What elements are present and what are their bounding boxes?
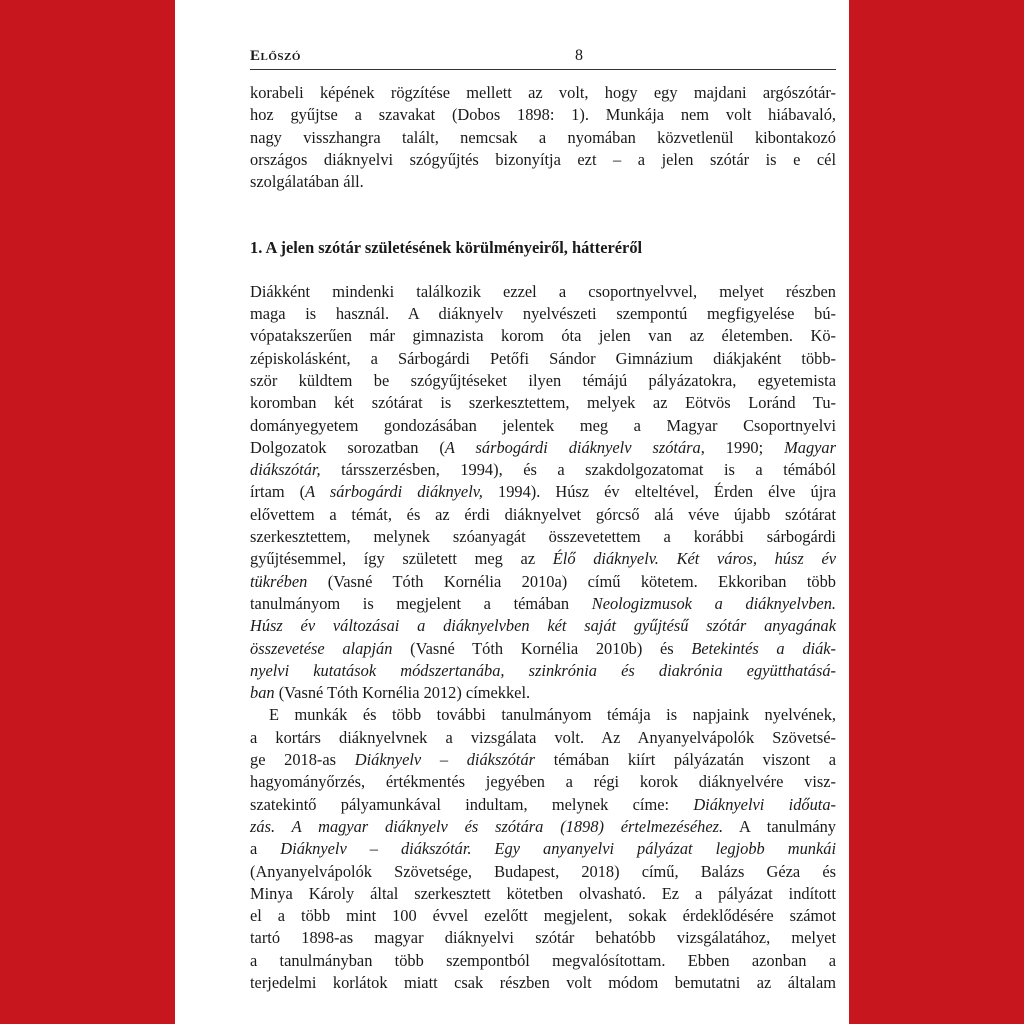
text-line: ge 2018-as Diáknyelv – diákszótár témában kiírt pályázatán viszont a xyxy=(250,750,836,770)
text-line: összevetése alapján (Vasné Tóth Kornélia 2010b) és Betekintés a diák- xyxy=(250,638,837,658)
text-line: nagy visszhangra talált, nemcsak a nyomában közvetlenül kibontakozó xyxy=(250,127,836,147)
text-line: tükrében (Vasné Tóth Kornélia 2010a) című kötetem. Ekkoriban több xyxy=(250,571,836,591)
title-italic: Betekintés a diák- xyxy=(691,638,837,658)
title-italic: Diáknyelv – diákszótár. Egy anyanyelvi pályázat legjobb munkái xyxy=(280,839,837,859)
title-italic: zás. A magyar diáknyelv és szótára (1898) értelmezéséhez. xyxy=(250,816,724,836)
text-line: a tanulmányban több szempontból megvalósítottam. Ebben azonban a xyxy=(250,950,836,970)
text-line: szerkesztettem, melynek szóanyagát összevetettem a korábbi sárbogárdi xyxy=(250,527,836,547)
book-page xyxy=(175,0,849,1024)
paragraph-1 xyxy=(250,281,836,705)
text-line: (Anyanyelvápolók Szövetsége, Budapest, 2018) című, Balázs Géza és xyxy=(250,861,836,881)
title-italic: tükrében xyxy=(250,571,308,591)
title-italic: Diáknyelv – diákszótár xyxy=(354,750,536,770)
intro-paragraph xyxy=(250,82,836,193)
text-line: hagyományőrzés, értékmentés jegyében a régi korok diáknyelvére visz- xyxy=(250,772,836,792)
text-line: országos diáknyelvi szógyűjtés bizonyítja ezt – a jelen szótár is e cél xyxy=(250,149,836,169)
text-line: a Diáknyelv – diákszótár. Egy anyanyelvi pályázat legjobb munkái xyxy=(250,839,837,859)
text-line: tartó 1898-as magyar diáknyelvi szótár behatóbb vizsgálatához, melyet xyxy=(250,928,836,948)
text-line: a kortárs diáknyelvnek a vizsgálata volt. Az Anyanyelvápolók Szövetsé- xyxy=(250,727,836,747)
title-italic: Neologizmusok a diáknyelvben. xyxy=(591,593,836,613)
section-label: Előszó xyxy=(250,48,301,64)
text-line: szatekintő pályamunkával indultam, melynek címe: Diáknyelvi időutа- xyxy=(250,794,836,814)
section-heading: 1. A jelen szótár születésének körülményeiről, hátteréről xyxy=(250,238,643,258)
text-line: zás. A magyar diáknyelv és szótára (1898) értelmezéséhez. A tanulmány xyxy=(250,816,836,836)
text-line: koromban két szótárat is szerkesztettem, melyek az Eötvös Loránd Tu- xyxy=(250,393,836,413)
text-line: szolgálatában áll. xyxy=(250,172,364,192)
title-italic: nyelvi kutatások módszertanába, szinkrónia és diakrónia együtthatásá- xyxy=(250,660,836,680)
text-line: diákszótár, társszerzésben, 1994), és a szakdolgozatomat is a témából xyxy=(250,460,836,480)
text-line xyxy=(250,615,836,637)
title-italic: Diáknyelvi időutа- xyxy=(693,794,836,814)
text-line: zépiskolásként, a Sárbogárdi Petőfi Sándor Gimnázium diákjaként több- xyxy=(250,348,836,368)
text-line: ban (Vasné Tóth Kornélia 2012) címekkel. xyxy=(250,683,531,703)
page-number: 8 xyxy=(575,47,583,64)
title-italic: Húsz év változásai a diáknyelvben két saját gyűjtésű szótár anyagának xyxy=(250,616,836,636)
title-italic: ban xyxy=(250,683,275,703)
page-body xyxy=(250,82,836,994)
paragraph-2 xyxy=(250,704,836,994)
text-line: dományegyetem gondozásában jelentek meg a Magyar Csoportnyelvi xyxy=(250,415,836,435)
text-line: Diákként mindenki találkozik ezzel a csoportnyelvvel, melyet részben xyxy=(250,281,836,301)
text-line: hoz gyűjtse a szavakat (Dobos 1898: 1). Munkája nem volt hiábavaló, xyxy=(250,105,836,125)
running-header xyxy=(250,47,836,70)
text-line xyxy=(250,660,836,682)
title-italic: Magyar xyxy=(784,437,836,457)
title-italic: A sárbogárdi diáknyelv, xyxy=(305,482,483,502)
title-italic: diákszótár, xyxy=(250,460,321,480)
text-line: gyűjtésemmel, így született meg az Élő diáknyelv. Két város, húsz év xyxy=(250,549,836,569)
text-line: ször küldtem be szógyűjtéseket ilyen témájú pályázatokra, egyetemista xyxy=(250,370,836,390)
text-line: terjedelmi korlátok miatt csak részben volt módom bemutatni az általam xyxy=(250,972,836,992)
title-italic: összevetése alapján xyxy=(250,638,393,658)
text-line: el a több mint 100 évvel ezelőtt megjelent, sokak érdeklődésére számot xyxy=(250,906,836,926)
text-line: korabeli képének rögzítése mellett az volt, hogy egy majdani argószótár- xyxy=(250,83,836,102)
text-line: tanulmányom is megjelent a témában Neologizmusok a diáknyelvben. xyxy=(250,593,836,613)
title-italic: Élő diáknyelv. Két város, húsz év xyxy=(552,549,836,569)
title-italic: A sárbogárdi diáknyelv szótára xyxy=(444,437,701,457)
text-line: E munkák és több további tanulmányom témája is napjaink nyelvének, xyxy=(269,705,836,725)
text-line: Dolgozatok sorozatban (A sárbogárdi diáknyelv szótára, 1990; Magyar xyxy=(250,437,836,457)
text-line: írtam (A sárbogárdi diáknyelv, 1994). Húsz év elteltével, Érden élve újra xyxy=(250,482,836,502)
text-line: maga is használ. A diáknyelv nyelvészeti szempontú megfigyelése bú- xyxy=(250,304,836,324)
text-line: Minya Károly által szerkesztett kötetben olvasható. Ez a pályázat indított xyxy=(250,883,836,903)
text-line: elővettem a témát, és az érdi diáknyelvet górcső alá véve újabb szótárat xyxy=(250,504,836,524)
text-line: vópatakszerűen már gimnazista korom óta jelen van az életemben. Kö- xyxy=(250,326,836,346)
